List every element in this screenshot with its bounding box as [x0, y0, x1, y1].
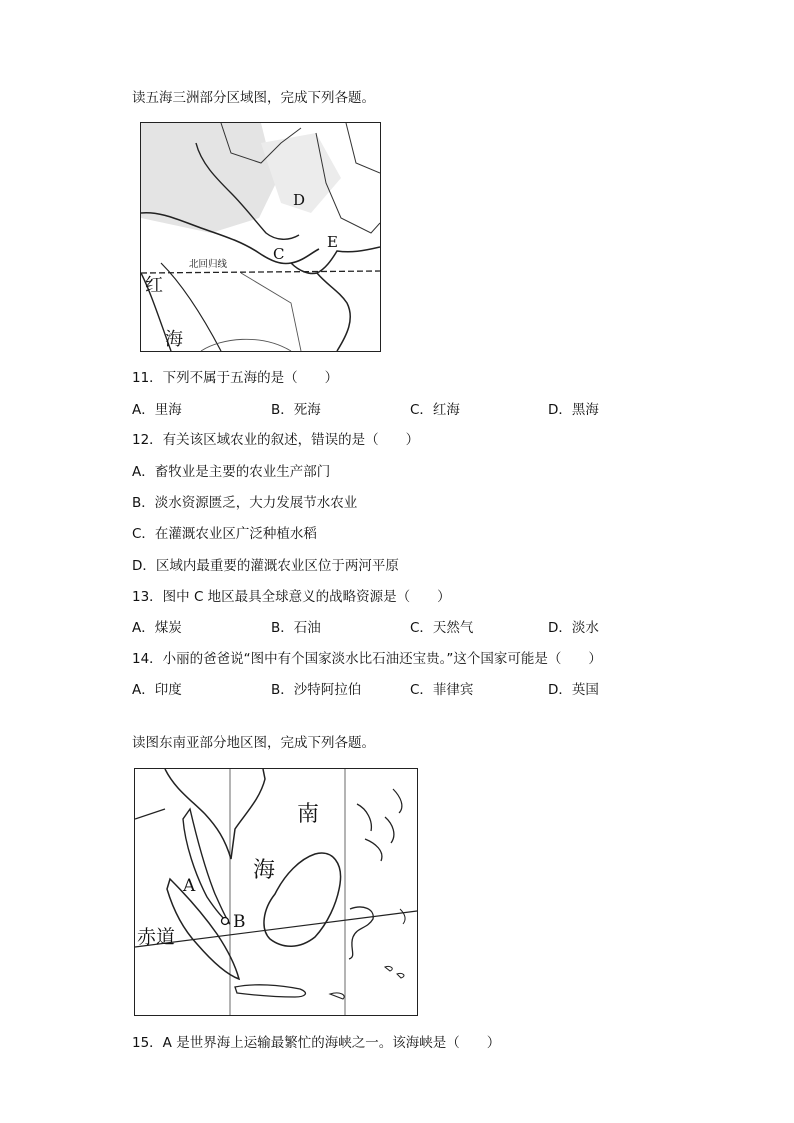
border [201, 339, 291, 351]
q11-option-b[interactable]: B．死海 [271, 402, 321, 418]
map-label-E: E [327, 233, 338, 251]
q13-option-c[interactable]: C．天然气 [410, 620, 474, 636]
shaded-land [141, 123, 276, 233]
q14-option-d[interactable]: D．英国 [548, 682, 599, 698]
coastline [135, 809, 165, 819]
q14-option-b[interactable]: B．沙特阿拉伯 [271, 682, 362, 698]
q11-option-a[interactable]: A．里海 [132, 402, 182, 418]
question-13-stem: 13．图中 C 地区最具全球意义的战略资源是（ ） [132, 589, 451, 605]
q13-option-d[interactable]: D．淡水 [548, 620, 599, 636]
java-island [235, 985, 305, 997]
section1-intro: 读五海三洲部分区域图，完成下列各题。 [132, 90, 375, 106]
arabia-coast [317, 273, 350, 351]
sulawesi-island [349, 907, 373, 959]
small-islands [330, 966, 404, 999]
q14-option-a[interactable]: A．印度 [132, 682, 182, 698]
borneo-island [264, 853, 341, 946]
sumatra-island [167, 879, 239, 979]
map-label-hai: 海 [253, 858, 276, 883]
q12-option-c[interactable]: C．在灌溉农业区广泛种植水稻 [132, 526, 317, 542]
question-14-stem: 14．小丽的爸爸说“图中有个国家淡水比石油还宝贵。”这个国家可能是（ ） [132, 651, 602, 667]
philippines-islands [357, 804, 394, 861]
q13-option-b[interactable]: B．石油 [271, 620, 321, 636]
border [316, 133, 380, 233]
question-15-stem: 15．A 是世界海上运输最繁忙的海峡之一。该海峡是（ ） [132, 1035, 501, 1051]
tropic-of-cancer-line [141, 271, 380, 273]
question-12-stem: 12．有关该区域农业的叙述，错误的是（ ） [132, 432, 420, 448]
map-label-nan: 南 [297, 802, 320, 827]
q12-option-a[interactable]: A．畜牧业是主要的农业生产部门 [132, 464, 331, 480]
tropic-label: 北回归线 [189, 259, 228, 270]
southeast-asia-map-drawing [135, 769, 417, 1015]
southeast-asia-map [134, 768, 418, 1016]
q11-option-d[interactable]: D．黑海 [548, 402, 599, 418]
red-sea-label-1: 红 [145, 275, 163, 296]
map-label-C: C [273, 245, 285, 263]
red-sea-label-2: 海 [165, 329, 183, 350]
middle-east-map [140, 122, 381, 352]
section2-intro: 读图东南亚部分地区图，完成下列各题。 [132, 735, 375, 751]
map-label-A: A [183, 876, 196, 896]
border [346, 123, 380, 173]
point-b-marker [222, 918, 229, 925]
q12-option-d[interactable]: D．区域内最重要的灌溉农业区位于两河平原 [132, 558, 399, 574]
q11-option-c[interactable]: C．红海 [410, 402, 460, 418]
philippines-islands [393, 789, 402, 813]
map-label-B: B [233, 912, 246, 932]
mainland-coast [165, 769, 265, 859]
equator-label: 赤道 [137, 926, 176, 948]
question-11-stem: 11．下列不属于五海的是（ ） [132, 370, 339, 386]
middle-east-map-drawing [141, 123, 380, 351]
small-islands [400, 909, 405, 924]
q12-option-b[interactable]: B．淡水资源匮乏，大力发展节水农业 [132, 495, 358, 511]
map-label-D: D [293, 191, 306, 209]
q13-option-a[interactable]: A．煤炭 [132, 620, 182, 636]
q14-option-c[interactable]: C．菲律宾 [410, 682, 474, 698]
malay-peninsula [183, 809, 230, 924]
